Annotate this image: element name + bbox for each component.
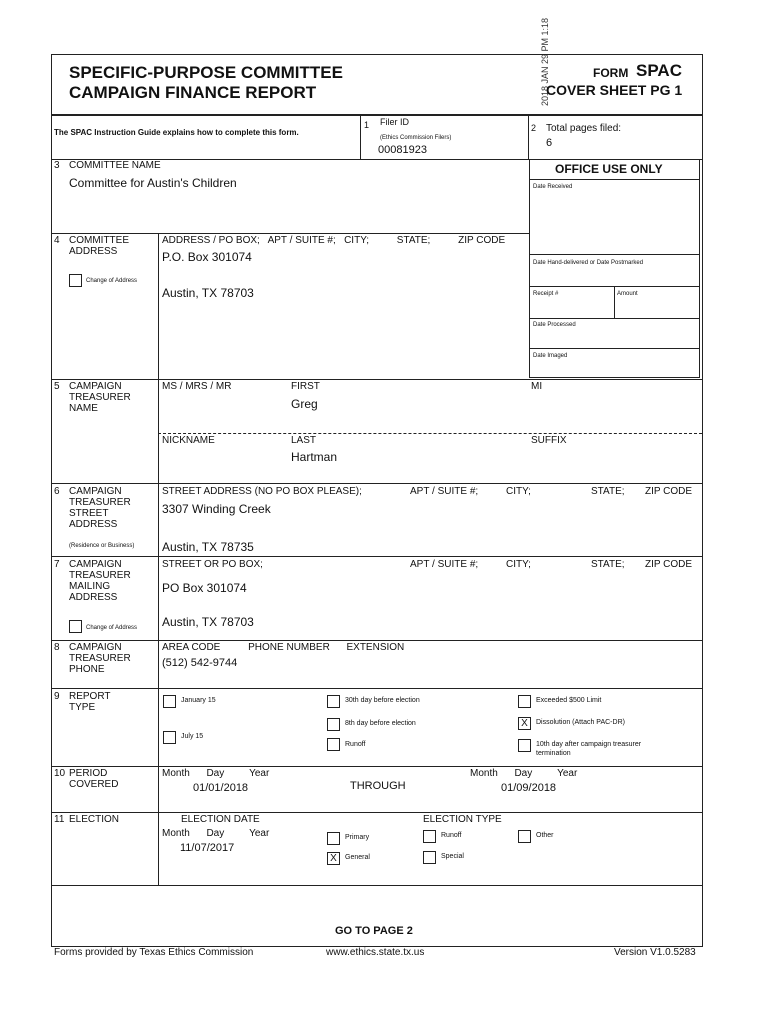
treasurer-mailing-apt: APT / SUITE #;: [410, 559, 479, 570]
received-stamp: 2018 JAN 29 PM 1:18: [540, 17, 550, 106]
treasurer-last-label: LAST: [291, 435, 317, 446]
instruction-text: The SPAC Instruction Guide explains how to complete this form.: [54, 128, 299, 137]
period-to-columns: Month Day Year: [470, 768, 578, 779]
treasurer-mailing-city: CITY;: [506, 559, 531, 570]
january-15-checkbox[interactable]: [163, 695, 176, 708]
election-date-columns: Month Day Year: [162, 828, 270, 839]
mailing-change-of-address-checkbox[interactable]: [69, 620, 82, 633]
election-label: ELECTION: [69, 814, 120, 825]
treasurer-mailing-label1: CAMPAIGN: [69, 559, 122, 570]
treasurer-phone-label1: CAMPAIGN: [69, 642, 122, 653]
form-code: SPAC: [636, 61, 682, 80]
10th-day-label-line2: termination: [536, 750, 571, 757]
period-through-label: THROUGH: [350, 780, 406, 792]
treasurer-street-number: 6: [54, 486, 60, 497]
change-of-address-label: Change of Address: [86, 278, 138, 284]
treasurer-street-label1: CAMPAIGN: [69, 486, 122, 497]
treasurer-name-label1: CAMPAIGN: [69, 381, 122, 392]
total-pages-value: 6: [546, 137, 553, 149]
30th-day-label: 30th day before election: [345, 697, 420, 704]
primary-checkbox[interactable]: [327, 832, 340, 845]
treasurer-street-line1: 3307 Winding Creek: [162, 502, 271, 516]
treasurer-suffix-label: SUFFIX: [531, 435, 567, 446]
exceeded-limit-label: Exceeded $500 Limit: [536, 697, 602, 704]
8th-day-label: 8th day before election: [345, 720, 416, 727]
treasurer-name-label3: NAME: [69, 403, 98, 414]
treasurer-mailing-number: 7: [54, 559, 60, 570]
treasurer-mailing-label4: ADDRESS: [69, 592, 118, 603]
election-number: 11: [54, 814, 65, 825]
treasurer-phone-number: 8: [54, 642, 60, 653]
date-imaged-label: Date Imaged: [533, 353, 568, 359]
go-to-page-2[interactable]: GO TO PAGE 2: [335, 925, 413, 937]
period-from-value: 01/01/2018: [193, 782, 249, 794]
amount-label: Amount: [617, 291, 638, 297]
treasurer-street-city: CITY;: [506, 486, 531, 497]
committee-address-label2: ADDRESS: [69, 246, 118, 257]
period-label2: COVERED: [69, 779, 119, 790]
treasurer-nickname-label: NICKNAME: [162, 435, 215, 446]
office-use-title: OFFICE USE ONLY: [555, 162, 663, 176]
election-date-value: 11/07/2017: [180, 842, 235, 854]
treasurer-first-value: Greg: [291, 397, 318, 411]
july-15-checkbox[interactable]: [163, 731, 176, 744]
exceeded-limit-checkbox[interactable]: [518, 695, 531, 708]
treasurer-mailing-header: STREET OR PO BOX;: [162, 559, 263, 570]
treasurer-street-line2: Austin, TX 78735: [162, 540, 254, 554]
treasurer-first-label: FIRST: [291, 381, 320, 392]
dissolution-checkbox[interactable]: X: [518, 717, 531, 730]
mailing-change-of-address-label: Change of Address: [86, 625, 138, 631]
committee-address-label1: COMMITTEE: [69, 235, 129, 246]
runoff-report-label: Runoff: [345, 741, 366, 748]
cover-sheet-label: COVER SHEET PG 1: [546, 82, 683, 98]
general-label: General: [345, 854, 370, 861]
treasurer-last-value: Hartman: [291, 450, 338, 464]
filer-id-value: 00081923: [378, 144, 427, 156]
10th-day-label: 10th day after campaign treasurer: [536, 741, 642, 748]
committee-name-value: Committee for Austin's Children: [69, 176, 237, 190]
treasurer-street-zip: ZIP CODE: [645, 486, 693, 497]
treasurer-mailing-line2: Austin, TX 78703: [162, 615, 254, 629]
total-pages-label: Total pages filed:: [546, 123, 622, 134]
runoff-report-checkbox[interactable]: [327, 738, 340, 751]
report-type-label1: REPORT: [69, 691, 111, 702]
period-to-value: 01/09/2018: [501, 782, 557, 794]
footer-website[interactable]: www.ethics.state.tx.us: [326, 947, 425, 958]
treasurer-street-label4: ADDRESS: [69, 519, 118, 530]
treasurer-street-label3: STREET: [69, 508, 109, 519]
committee-name-number: 3: [54, 160, 60, 171]
form-title-line2: CAMPAIGN FINANCE REPORT: [69, 83, 317, 102]
treasurer-street-apt: APT / SUITE #;: [410, 486, 479, 497]
treasurer-mailing-label3: MAILING: [69, 581, 111, 592]
10th-day-checkbox[interactable]: [518, 739, 531, 752]
special-checkbox[interactable]: [423, 851, 436, 864]
treasurer-name-label2: TREASURER: [69, 392, 131, 403]
general-checkbox[interactable]: X: [327, 852, 340, 865]
period-from-columns: Month Day Year: [162, 768, 270, 779]
other-label: Other: [536, 832, 554, 839]
date-hand-delivered-label: Date Hand-delivered or Date Postmarked: [533, 260, 644, 266]
report-type-label2: TYPE: [69, 702, 96, 713]
july-15-label: July 15: [181, 733, 204, 740]
primary-label: Primary: [345, 834, 370, 841]
treasurer-mailing-state: STATE;: [591, 559, 625, 570]
period-number: 10: [54, 768, 66, 779]
filer-id-label: Filer ID: [380, 117, 409, 127]
form-word: FORM: [593, 66, 629, 80]
period-label1: PERIOD: [69, 768, 108, 779]
special-label: Special: [441, 853, 464, 860]
treasurer-mailing-zip: ZIP CODE: [645, 559, 693, 570]
8th-day-checkbox[interactable]: [327, 718, 340, 731]
treasurer-street-header: STREET ADDRESS (NO PO BOX PLEASE);: [162, 486, 362, 497]
treasurer-street-label2: TREASURER: [69, 497, 131, 508]
treasurer-mailing-line1: PO Box 301074: [162, 581, 247, 595]
runoff-election-label: Runoff: [441, 832, 462, 839]
treasurer-phone-header: AREA CODE PHONE NUMBER EXTENSION: [162, 642, 405, 653]
committee-address-number: 4: [54, 235, 60, 246]
committee-name-label: COMMITTEE NAME: [69, 160, 161, 171]
footer-version: Version V1.0.5283: [614, 947, 696, 958]
footer-provider: Forms provided by Texas Ethics Commission: [54, 947, 254, 958]
runoff-election-checkbox[interactable]: [423, 830, 436, 843]
form-title-line1: SPECIFIC-PURPOSE COMMITTEE: [69, 63, 343, 82]
office-use-box: [529, 159, 700, 378]
committee-address-line1: P.O. Box 301074: [162, 250, 252, 264]
residence-note: (Residence or Business): [69, 543, 135, 549]
change-of-address-checkbox[interactable]: [69, 274, 82, 287]
election-type-label: ELECTION TYPE: [423, 814, 502, 825]
treasurer-mailing-label2: TREASURER: [69, 570, 131, 581]
committee-address-line2: Austin, TX 78703: [162, 286, 254, 300]
election-date-label: ELECTION DATE: [181, 814, 260, 825]
receipt-label: Receipt #: [533, 291, 559, 297]
other-checkbox[interactable]: [518, 830, 531, 843]
treasurer-phone-value: (512) 542-9744: [162, 657, 238, 669]
treasurer-phone-label3: PHONE: [69, 664, 105, 675]
dissolution-label: Dissolution (Attach PAC-DR): [536, 719, 625, 726]
filer-id-sublabel: (Ethics Commission Filers): [380, 135, 452, 141]
treasurer-phone-label2: TREASURER: [69, 653, 131, 664]
report-type-number: 9: [54, 691, 60, 702]
committee-address-header: ADDRESS / PO BOX; APT / SUITE #; CITY; STATE; ZIP CODE: [162, 235, 506, 246]
date-processed-label: Date Processed: [533, 322, 576, 328]
filer-id-number: 1: [364, 120, 370, 130]
total-pages-number: 2: [531, 123, 537, 133]
treasurer-name-number: 5: [54, 381, 60, 392]
date-received-label: Date Received: [533, 184, 573, 190]
january-15-label: January 15: [181, 697, 216, 704]
treasurer-mi-label: MI: [531, 381, 543, 392]
30th-day-checkbox[interactable]: [327, 695, 340, 708]
treasurer-ms-label: MS / MRS / MR: [162, 381, 232, 392]
treasurer-street-state: STATE;: [591, 486, 625, 497]
